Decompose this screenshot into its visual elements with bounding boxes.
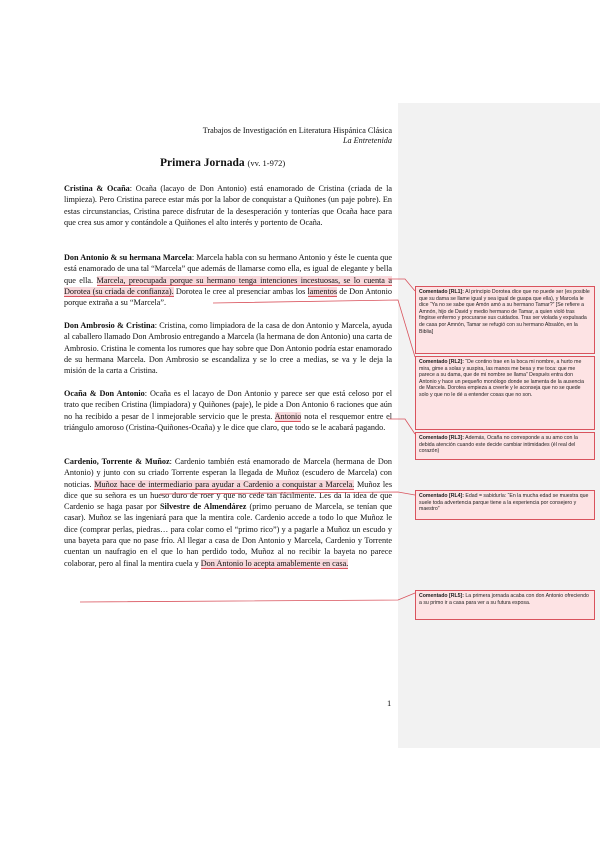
section-title-main: Primera Jornada: [160, 157, 245, 169]
section-title-verses: (vv. 1-972): [247, 158, 286, 168]
comment-rl4[interactable]: [415, 490, 595, 520]
paragraph-heading: Don Ambrosio & Cristina: [64, 321, 155, 330]
paragraph-heading: Cristina & Ocaña: [64, 184, 130, 193]
comment-label: Comentado [RL3]:: [419, 435, 464, 441]
comment-rl2[interactable]: [415, 356, 595, 430]
paragraph-text: Muñoz les dice que su señora es un hueso duro de roer y que no cede tan fácilmente. Les da la idea de que Cardenio se haga pasar por: [64, 479, 393, 512]
paragraph-text: nota el resquemor entre el triángulo amoroso (Cristina-Quiñones-Ocaña) y le dice que claro, que todo se le acabará pagando.: [64, 411, 392, 432]
running-header-play-title: La Entretenida: [342, 136, 392, 145]
paragraph-text: : Ocaña es el lacayo de Don Antonio y parece ser que está celoso por el trato que reciben Cristina (limpiadora) y Quiñones (paje), le pide a Don Antonio 6 raciones que aún no ha recibido a pesar de l inmejorable servicio que le presta.: [64, 389, 392, 421]
paragraph-text: : Ocaña (lacayo de Don Antonio) está enamorado de Cristina (criada de la limpieza). Pero Cristina parece estar más por la labor de conquistar a Quiñones (un paje pobre). En estas circunstancias, Cristina parece disfrutar de la desesperación y tonterías que Ocaña hace para que crea sus amor y contándole a Quiñones el alto interés y portento de Ocaña.: [64, 184, 392, 227]
leader-line-rl4: [160, 492, 415, 495]
comment-anchor-rl1[interactable]: Marcela, preocupada porque su hermano tenga intenciones incestuosas, se lo cuenta a Dorotea (su criada de confianza).: [64, 275, 392, 296]
comment-text: “De contino trae en la boca mi nombre, a hurto me mira, gime a solas y suspira, las manos me besa y me toca: que me parece a su dama, que de mi nombre se llama” Después entra don Antonio y hace un pequeño monólogo donde se lamenta de la ausencia de Marcela. Dorotea empieza a creerle y le aconseja que no se quede solo y que no le dé a entender cosas que no son.: [419, 359, 584, 398]
leader-line-rl3: [388, 419, 415, 434]
comment-label: Comentado [RL5]:: [419, 593, 464, 599]
comment-anchor-rl3[interactable]: Antonio: [274, 411, 302, 421]
comment-rl1[interactable]: [415, 286, 595, 354]
comment-label: Comentado [RL1]:: [419, 289, 464, 295]
comment-anchor-rl2[interactable]: lamentos: [307, 286, 338, 296]
bold-character-name: Silvestre de Almendárez: [159, 502, 247, 512]
leader-line-rl5: [80, 593, 415, 602]
comment-label: Comentado [RL4]:: [419, 493, 464, 499]
leader-line-rl2: [213, 300, 415, 357]
comment-text: La primera jornada acaba con don Antonio ofreciendo a su primo ir a casa para ver a su futura esposa.: [419, 593, 589, 606]
comment-text: Al principio Dorotea dice que no puede ser (es posible que su dama se llame igual y sea igual de guapa que ella), y Marcela le dice “Ya no se sabe que Amón amó a su hermano Tamar?” [Se refiere a Amnón, hijo de David y medio hermano de Tamar, a quien violó tras fingirse enfermo y procurarse sus cuidados. Tras ser violada y expulsada de casa por Amnón, Tamar se refugió con su hermano Absalón, en la Biblia]: [419, 289, 590, 335]
leader-line-rl1: [388, 279, 415, 291]
comment-anchor-rl4[interactable]: Muñoz hace de intermediario para ayudar a Cardenio a conquistar a Marcela.: [94, 479, 355, 489]
page-number: 1: [387, 698, 392, 708]
paragraph-text: de Don Antonio porque extraña a su “Marcela”.: [64, 286, 392, 308]
paragraph-heading: Ocaña & Don Antonio: [64, 389, 145, 398]
comment-rl5[interactable]: [415, 590, 595, 620]
paragraph-text: Dorotea le cree al presenciar ambas los: [173, 286, 308, 296]
comment-text: Edad = sabiduría: “En la mucha edad se muestra que suele toda advertencia parque tiene a la experiencia por consejero y maestro”: [419, 493, 589, 513]
comment-text: Además, Ocaña no corresponde a su amo con la debida atención cuando este decide cambiar intimidades (él real del corazón): [419, 435, 578, 455]
paragraph-text: : Marcela habla con su hermano Antonio y éste le cuenta que está enamorado de una tal “Marcela” que además de llamarse como ella, es igual de elegante y bella que ella.: [64, 253, 393, 285]
comment-rl3[interactable]: [415, 432, 595, 460]
comment-anchor-rl5[interactable]: Don Antonio lo acepta amablemente en casa.: [200, 558, 349, 568]
running-header-journal: Trabajos de Investigación en Literatura Hispánica Clásica: [202, 126, 392, 135]
comment-label: Comentado [RL2]:: [419, 359, 464, 365]
paragraph-heading: Cardenio, Torrente & Muñoz: [64, 457, 170, 466]
paragraph-heading: Don Antonio & su hermana Marcela: [64, 253, 192, 262]
paragraph-text: : Cardenio también está enamorado de Marcela (hermana de Don Antonio) y junto con su criado Torrente esperan la llegada de Muñoz (escudero de Marcela) con noticias.: [64, 457, 392, 489]
paragraph-text: : Cristina, como limpiadora de la casa de don Antonio y Marcela, ayuda al caballero llamado Don Ambrosio entregando a Marcela (la hermana de don Antonio) una carta de Ambrosio. Cristina le comenta los rumores que hay sobre que Don Antonio podría estar enamorado de su hermana Marcela. Don Ambrosio se escandaliza y se lo cree a medias, se va y le deja la misión de la carta a Cristina.: [64, 321, 392, 376]
paragraph-text: (primo peruano de Marcela, se tenían que casar). Muñoz se las ingeniará para que la mentira cole. Cardenio accede a todo lo que Muñoz le dice (comprar perlas, piedras… para colar como el “primo rico”) y a pagarle a Muñoz un escudo y una bayeta para que no pase frío. Al llegar a casa de Don Antonio y Marcela, Cardenio y Torrente cuentan un naufragio en el que lo han perdido todo, Muñoz al no recibir la bayeta no parece colaborar, pero al final la mentira cuela y: [64, 502, 392, 568]
